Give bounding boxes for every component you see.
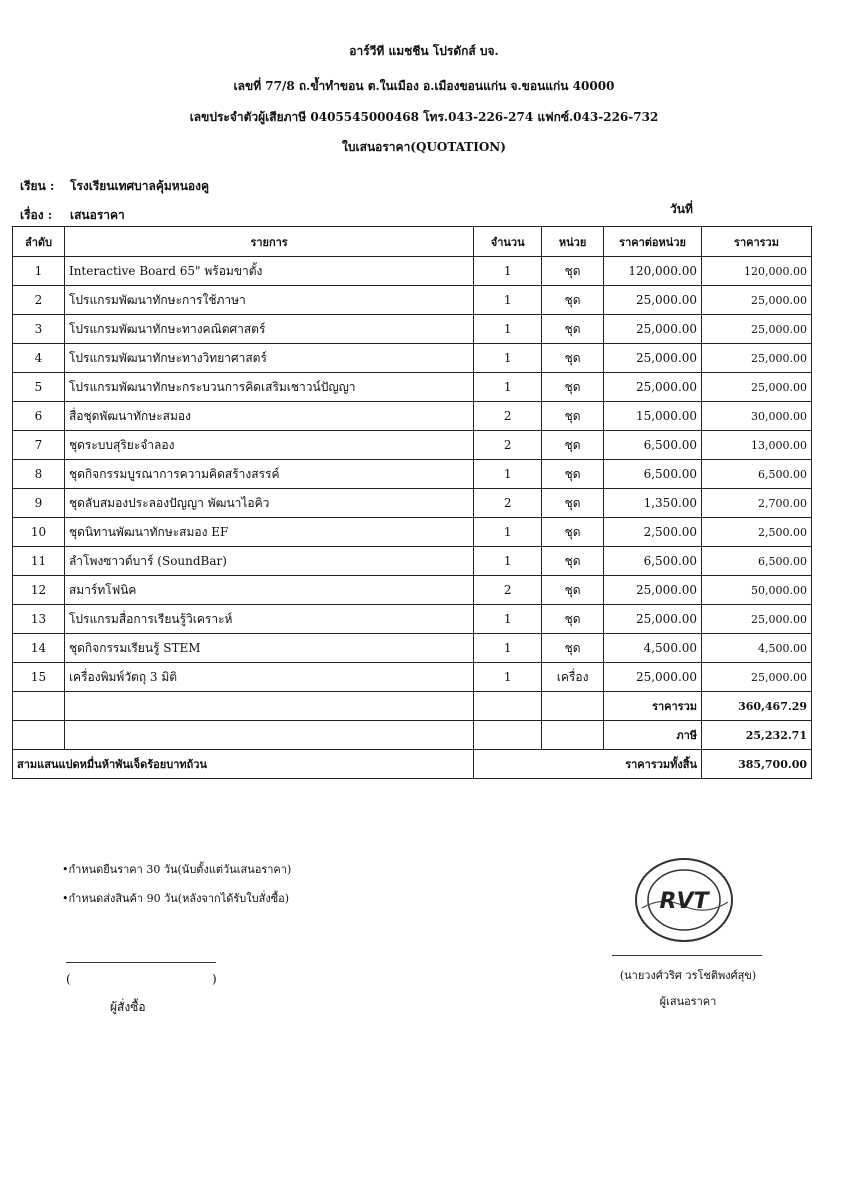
subtotal-row: [13, 692, 812, 721]
row-total: 6,500.00: [702, 460, 812, 489]
row-number: 11: [13, 547, 65, 576]
seller-role: ผู้เสนอราคา: [659, 995, 717, 1008]
row-number: 6: [13, 402, 65, 431]
row-unit: ชุด: [542, 547, 604, 576]
row-number: 12: [13, 576, 65, 605]
to-value: โรงเรียนเทศบาลคุ้มหนองคู: [70, 179, 210, 193]
row-qty: 2: [474, 489, 542, 518]
row-item: ชุดกิจกรรมบูรณาการความคิดสร้างสรรค์: [64, 460, 473, 489]
amount-in-words: สามแสนแปดหมื่นห้าพันเจ็ดร้อยบาทถ้วน: [13, 750, 474, 779]
grand-total-value: 385,700.00: [702, 750, 812, 779]
row-qty: 1: [474, 547, 542, 576]
row-unit-price: 6,500.00: [604, 431, 702, 460]
row-unit-price: 25,000.00: [604, 663, 702, 692]
row-total: 25,000.00: [702, 605, 812, 634]
subtotal-label: ราคารวม: [604, 692, 702, 721]
row-item: ชุดลับสมองประลองปัญญา พัฒนาไอคิว: [64, 489, 473, 518]
row-total: 25,000.00: [702, 373, 812, 402]
row-unit-price: 4,500.00: [604, 634, 702, 663]
table-row: [13, 315, 812, 344]
row-total: 50,000.00: [702, 576, 812, 605]
row-qty: 1: [474, 605, 542, 634]
row-unit: ชุด: [542, 402, 604, 431]
subject-label: เรื่อง :: [20, 208, 53, 222]
row-unit-price: 25,000.00: [604, 605, 702, 634]
row-unit-price: 25,000.00: [604, 373, 702, 402]
row-qty: 1: [474, 286, 542, 315]
row-number: 14: [13, 634, 65, 663]
row-unit-price: 25,000.00: [604, 315, 702, 344]
row-unit-price: 6,500.00: [604, 547, 702, 576]
row-qty: 1: [474, 373, 542, 402]
row-unit: ชุด: [542, 460, 604, 489]
seller-signature-line: [612, 955, 762, 956]
row-total: 2,700.00: [702, 489, 812, 518]
table-row: [13, 460, 812, 489]
company-name: อาร์วีที แมชชีน โปรดักส์ บจ.: [349, 44, 499, 58]
to-label: เรียน :: [20, 179, 55, 193]
row-qty: 1: [474, 257, 542, 286]
row-unit: ชุด: [542, 634, 604, 663]
row-total: 30,000.00: [702, 402, 812, 431]
row-unit-price: 15,000.00: [604, 402, 702, 431]
quotation-table: [12, 226, 812, 779]
row-total: 2,500.00: [702, 518, 812, 547]
table-row: [13, 518, 812, 547]
row-unit: ชุด: [542, 286, 604, 315]
row-total: 4,500.00: [702, 634, 812, 663]
buyer-paren-close: ): [212, 972, 217, 986]
row-number: 1: [13, 257, 65, 286]
header-unit: หน่วย: [542, 227, 604, 257]
row-qty: 2: [474, 402, 542, 431]
row-number: 9: [13, 489, 65, 518]
table-header-row: [13, 227, 812, 257]
header-qty: จำนวน: [474, 227, 542, 257]
row-qty: 2: [474, 431, 542, 460]
row-item: Interactive Board 65" พร้อมขาตั้ง: [64, 257, 473, 286]
table-row: [13, 576, 812, 605]
date-label: วันที่: [670, 202, 693, 216]
row-qty: 2: [474, 576, 542, 605]
row-unit-price: 120,000.00: [604, 257, 702, 286]
row-item: ชุดนิทานพัฒนาทักษะสมอง EF: [64, 518, 473, 547]
note-price-validity: •กำหนดยืนราคา 30 วัน(นับตั้งแต่วันเสนอราคา): [62, 863, 292, 876]
row-unit-price: 1,350.00: [604, 489, 702, 518]
row-unit: ชุด: [542, 489, 604, 518]
row-unit-price: 6,500.00: [604, 460, 702, 489]
header-total: ราคารวม: [702, 227, 812, 257]
table-row: [13, 547, 812, 576]
row-total: 25,000.00: [702, 286, 812, 315]
subject-value: เสนอราคา: [70, 208, 125, 222]
row-number: 10: [13, 518, 65, 547]
row-number: 4: [13, 344, 65, 373]
row-qty: 1: [474, 460, 542, 489]
table-row: [13, 634, 812, 663]
row-number: 8: [13, 460, 65, 489]
row-number: 5: [13, 373, 65, 402]
row-unit: ชุด: [542, 257, 604, 286]
row-total: 6,500.00: [702, 547, 812, 576]
row-unit: ชุด: [542, 576, 604, 605]
table-row: [13, 489, 812, 518]
vat-row: [13, 721, 812, 750]
row-total: 120,000.00: [702, 257, 812, 286]
table-row: [13, 431, 812, 460]
stamp-monogram: RVT: [659, 889, 709, 914]
row-unit: ชุด: [542, 605, 604, 634]
row-qty: 1: [474, 315, 542, 344]
table-row: [13, 663, 812, 692]
row-qty: 1: [474, 663, 542, 692]
row-item: สมาร์ทโฟนิค: [64, 576, 473, 605]
row-item: ชุดกิจกรรมเรียนรู้ STEM: [64, 634, 473, 663]
row-item: ลำโพงซาวด์บาร์ (SoundBar): [64, 547, 473, 576]
vat-value: 25,232.71: [702, 721, 812, 750]
row-total: 25,000.00: [702, 315, 812, 344]
subtotal-value: 360,467.29: [702, 692, 812, 721]
row-unit-price: 25,000.00: [604, 576, 702, 605]
company-seal: [632, 856, 736, 944]
row-unit: เครื่อง: [542, 663, 604, 692]
row-item: ชุดระบบสุริยะจำลอง: [64, 431, 473, 460]
document-title: ใบเสนอราคา(QUOTATION): [342, 140, 506, 154]
company-address: เลขที่ 77/8 ถ.ข้ำทำขอน ต.ในเมือง อ.เมืองขอนแก่น จ.ขอนแก่น 40000: [233, 79, 615, 93]
vat-label: ภาษี: [604, 721, 702, 750]
row-number: 2: [13, 286, 65, 315]
row-qty: 1: [474, 344, 542, 373]
row-unit-price: 25,000.00: [604, 344, 702, 373]
seller-name: (นายวงศ์วริศ วรโชติพงศ์สุข): [619, 969, 757, 982]
row-item: โปรแกรมพัฒนาทักษะทางวิทยาศาสตร์: [64, 344, 473, 373]
row-number: 3: [13, 315, 65, 344]
company-tax-line: เลขประจำตัวผู้เสียภาษี 0405545000468 โทร.043-226-274 แฟกซ์.043-226-732: [189, 110, 659, 124]
row-number: 15: [13, 663, 65, 692]
row-unit: ชุด: [542, 315, 604, 344]
buyer-role: ผู้สั่งซื้อ: [110, 1000, 146, 1014]
row-unit: ชุด: [542, 373, 604, 402]
row-number: 7: [13, 431, 65, 460]
header-unit-price: ราคาต่อหน่วย: [604, 227, 702, 257]
grand-total-row: [13, 750, 812, 779]
row-unit-price: 2,500.00: [604, 518, 702, 547]
row-item: โปรแกรมพัฒนาทักษะการใช้ภาษา: [64, 286, 473, 315]
note-delivery: •กำหนดส่งสินค้า 90 วัน(หลังจากได้รับใบสั่งซื้อ): [62, 892, 290, 905]
row-qty: 1: [474, 634, 542, 663]
header-no: ลำดับ: [13, 227, 65, 257]
row-item: เครื่องพิมพ์วัตถุ 3 มิติ: [64, 663, 473, 692]
row-item: สื่อชุดพัฒนาทักษะสมอง: [64, 402, 473, 431]
row-total: 25,000.00: [702, 663, 812, 692]
table-row: [13, 257, 812, 286]
row-total: 13,000.00: [702, 431, 812, 460]
table-row: [13, 344, 812, 373]
row-unit: ชุด: [542, 431, 604, 460]
grand-total-label: ราคารวมทั้งสิ้น: [474, 750, 702, 779]
buyer-paren-open: (: [66, 972, 71, 986]
table-row: [13, 402, 812, 431]
row-unit: ชุด: [542, 518, 604, 547]
table-row: [13, 286, 812, 315]
row-number: 13: [13, 605, 65, 634]
row-item: โปรแกรมพัฒนาทักษะกระบวนการคิดเสริมเชาวน์ปัญญา: [64, 373, 473, 402]
buyer-signature-line: [66, 962, 216, 963]
table-row: [13, 373, 812, 402]
row-item: โปรแกรมพัฒนาทักษะทางคณิตศาสตร์: [64, 315, 473, 344]
row-total: 25,000.00: [702, 344, 812, 373]
row-unit-price: 25,000.00: [604, 286, 702, 315]
row-qty: 1: [474, 518, 542, 547]
row-item: โปรแกรมสื่อการเรียนรู้วิเคราะห์: [64, 605, 473, 634]
table-row: [13, 605, 812, 634]
header-item: รายการ: [64, 227, 473, 257]
row-unit: ชุด: [542, 344, 604, 373]
